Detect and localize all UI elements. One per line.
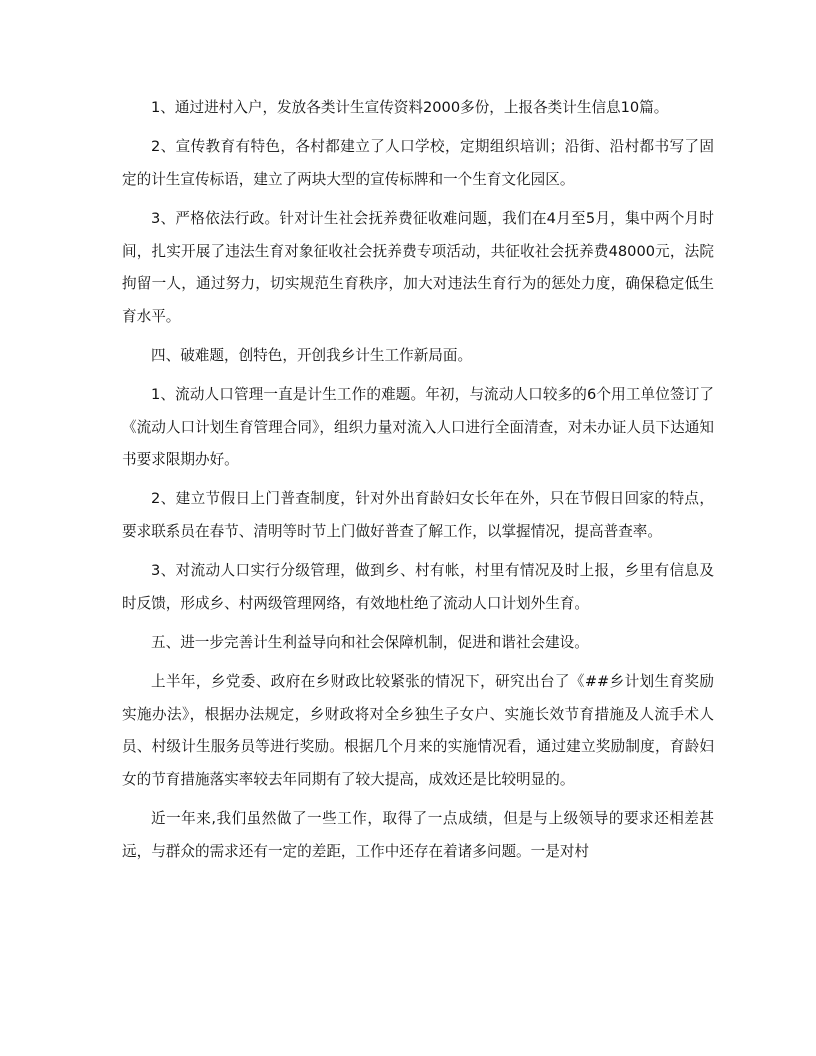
paragraph-reward-measures: 上半年，乡党委、政府在乡财政比较紧张的情况下，研究出台了《##乡计划生育奖励实施办法》，根据办法规定，乡财政将对全乡独生子女户、实施长效节育措施及人流手术人员、村级计生服务员等进行奖励。根据几个月来的实施情况看，通过建立奖励制度，育龄妇女的节育措施落实率较去年同期有了较大提高，成效还是比较明显的。 [122, 673, 714, 788]
document-body [122, 92, 714, 875]
section-heading-four: 四、破难题，创特色，开创我乡计生工作新局面。 [151, 346, 473, 364]
paragraph-publicity-materials: 1、通过进村入户，发放各类计生宣传资料2000多份，上报各类计生信息10篇。 [151, 99, 669, 116]
paragraph-holiday-survey: 2、建立节假日上门普查制度，针对外出育龄妇女长年在外，只在节假日回家的特点，要求联系员在春节、清明等时节上门做好普查了解工作，以掌握情况，提高普查率。 [122, 490, 714, 540]
paragraph-law-enforcement: 3、严格依法行政。针对计生社会抚养费征收难问题，我们在4月至5月，集中两个月时间，扎实开展了违法生育对象征收社会抚养费专项活动，共征收社会抚养费48000元，法院拘留一人，通过努力，切实规范生育秩序，加大对违法生育行为的惩处力度，确保稳定低生育水平。 [122, 210, 714, 325]
paragraph-tiered-management: 3、对流动人口实行分级管理，做到乡、村有帐，村里有情况及时上报，乡里有信息及时反馈，形成乡、村两级管理网络，有效地杜绝了流动人口计划外生育。 [122, 562, 714, 612]
section-heading-five: 五、进一步完善计生利益导向和社会保障机制，促进和谐社会建设。 [151, 634, 589, 652]
paragraph-floating-population: 1、流动人口管理一直是计生工作的难题。年初，与流动人口较多的6个用工单位签订了《流动人口计划生育管理合同》，组织力量对流入人口进行全面清查，对未办证人员下达通知书要求限期办好。 [122, 386, 714, 469]
paragraph-year-review: 近一年来,我们虽然做了一些工作，取得了一点成绩，但是与上级领导的要求还相差甚远，与群众的需求还有一定的差距，工作中还存在着诸多问题。一是对村 [122, 810, 714, 860]
paragraph-education-features: 2、宣传教育有特色，各村都建立了人口学校，定期组织培训；沿街、沿村都书写了固定的计生宣传标语，建立了两块大型的宣传标牌和一个生育文化园区。 [122, 138, 714, 188]
